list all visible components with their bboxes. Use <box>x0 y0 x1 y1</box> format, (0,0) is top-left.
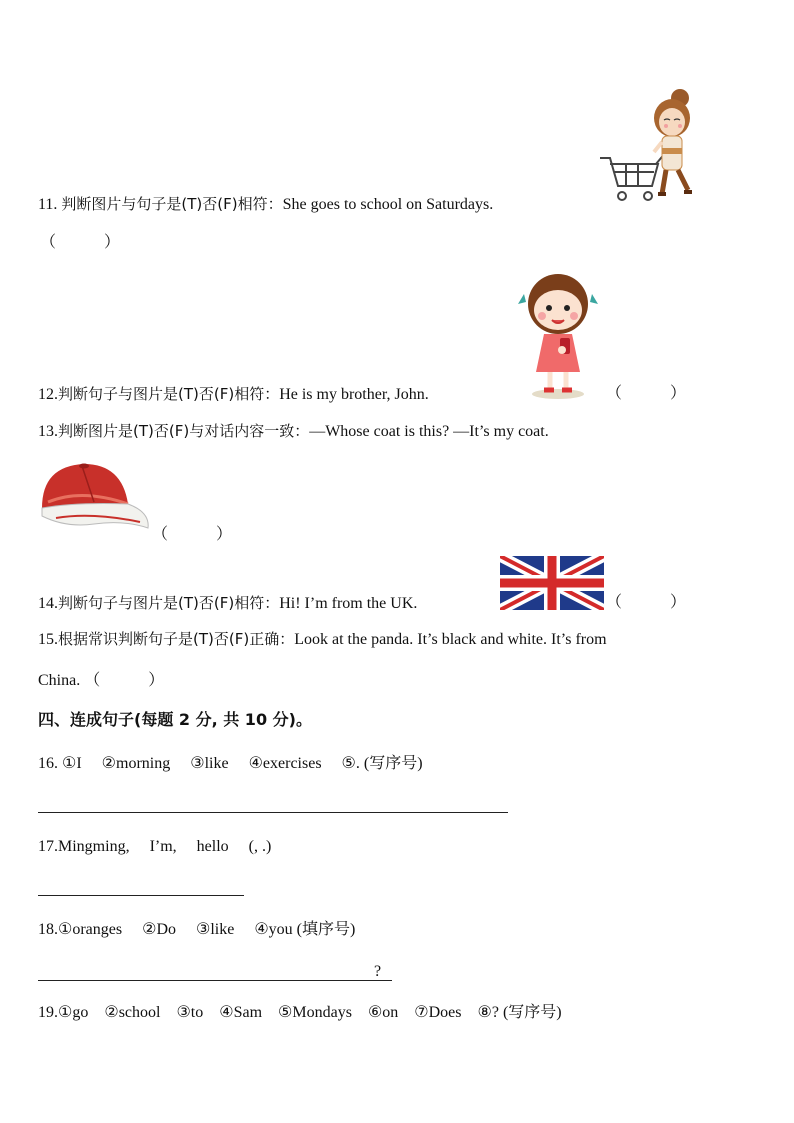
question-11: 11. 判断图片与句子是(T)否(F)相符：She goes to school on Saturdays. <box>38 195 494 213</box>
question-18: 18.①oranges ②Do ③like ④you (填序号) <box>38 921 356 938</box>
question-12: 12.判断句子与图片是(T)否(F)相符：He is my brother, John. <box>38 385 429 403</box>
answer-blank-13[interactable]: （ ） <box>152 526 233 543</box>
question-18-end-mark: ? <box>374 963 382 980</box>
section-4-title: 四、连成句子(每题 2 分, 共 10 分)。 <box>38 710 312 729</box>
question-15: 15.根据常识判断句子是(T)否(F)正确：Look at the panda. It’s black and white. It’s from <box>38 630 607 648</box>
answer-line-16[interactable] <box>38 812 508 813</box>
answer-line-17[interactable] <box>38 895 244 896</box>
question-16: 16. ①I ②morning ③like ④exercises ⑤. (写序号) <box>38 755 423 772</box>
answer-blank-14[interactable]: （ ） <box>606 594 687 611</box>
question-13: 13.判断图片是(T)否(F)与对话内容一致：—Whose coat is this? —It’s my coat. <box>38 422 549 440</box>
question-14: 14.判断句子与图片是(T)否(F)相符：Hi! I’m from the UK. <box>38 594 418 612</box>
girl-with-phone-picture <box>514 264 604 400</box>
red-cap-picture <box>36 458 152 538</box>
answer-blank-15[interactable]: （ ） <box>84 672 165 689</box>
answer-blank-11[interactable]: （ ） <box>40 234 121 251</box>
answer-blank-12[interactable]: （ ） <box>606 385 687 402</box>
question-15-continued: China. （ ） <box>38 672 165 689</box>
answer-line-18[interactable] <box>38 980 392 981</box>
question-17: 17.Mingming, I’m, hello (, .) <box>38 838 272 855</box>
uk-flag-picture <box>500 556 604 610</box>
shopping-girl-picture <box>596 86 704 208</box>
question-19: 19.①go ②school ③to ④Sam ⑤Mondays ⑥on ⑦Does ⑧? (写序号) <box>38 1004 562 1021</box>
